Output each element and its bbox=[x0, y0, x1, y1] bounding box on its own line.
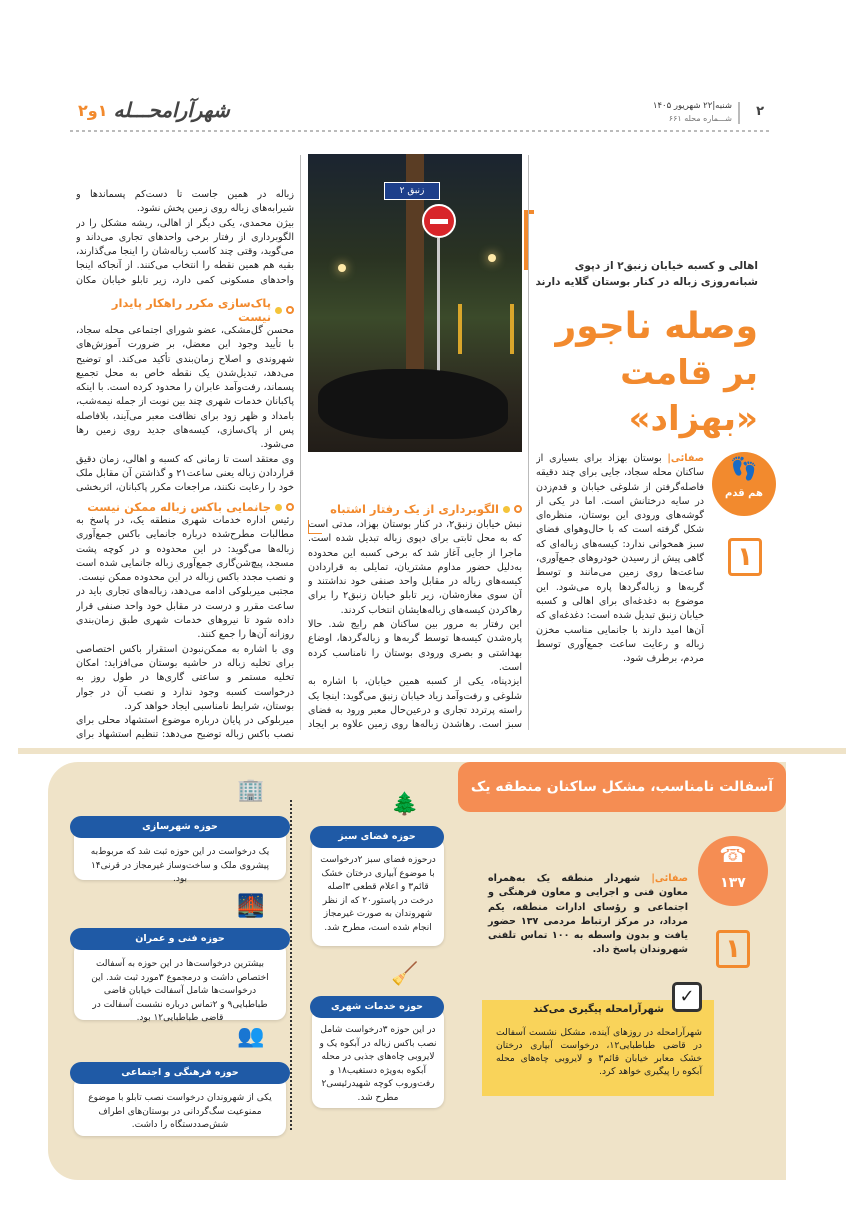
page-header bbox=[70, 98, 770, 134]
checkbox-icon: ✓ bbox=[672, 982, 702, 1012]
lead-author: صفائی| bbox=[667, 453, 704, 464]
yellow-bars bbox=[458, 304, 514, 354]
sign-pole bbox=[437, 238, 440, 378]
bottom-intro bbox=[488, 872, 688, 962]
card-tech-body: بیشترین درخواست‌ها در این حوزه به آسفالت اختصاص داشت و درمجموع ۳مورد ثبت شد. این درخواست‌ها شامل آسفالت خیابان قاضی طباطبایی۹ و ۲تماس درباره نشست آسفالت در قاضی طباطبایی۱۲ بود. bbox=[91, 959, 269, 1023]
footprints-icon: 👣 bbox=[730, 457, 758, 482]
column-divider-mid bbox=[300, 155, 301, 730]
trees-icon: 🌲 bbox=[391, 792, 419, 817]
bottom-badge-number: ۱ bbox=[725, 934, 741, 964]
phone-badge bbox=[698, 836, 768, 906]
headline-line2: بر قامت «بهزاد» bbox=[620, 353, 758, 439]
left-heading-2: جانمایی باکس زباله ممکن نیست bbox=[76, 500, 294, 514]
followup-title: شهرآرامحله پیگیری می‌کند bbox=[533, 1004, 664, 1015]
column-divider-right bbox=[528, 155, 529, 730]
headline-line1: وصله ناجور bbox=[555, 306, 758, 347]
street-lamp bbox=[488, 254, 496, 262]
mid-heading: الگوبرداری از یک رفتار اشتباه bbox=[308, 502, 522, 516]
header-divider bbox=[738, 102, 740, 124]
building-icon: 🏢 bbox=[237, 778, 265, 803]
mid-column bbox=[308, 502, 522, 728]
street-sign-text: زنبق ۲ bbox=[399, 186, 425, 196]
street-photo bbox=[308, 154, 522, 452]
banner-title: آسفالت نامناسب، مشکل ساکنان منطقه یک bbox=[470, 779, 774, 795]
lead-paragraph bbox=[536, 452, 704, 712]
pill-urban: حوزه شهرسازی bbox=[70, 816, 290, 838]
logo bbox=[78, 98, 230, 122]
bridge-icon: 🌉 bbox=[237, 894, 265, 919]
card-service-body: در این حوزه ۳درخواست شامل نصب باکس زباله در آبکوه یک و لایروبی چاه‌های جذبی در محله آبکوه به‌ویژه دستغیب۱۸ و رفت‌وروب کوچه شهیدرئیسی۲ مطرح شد. bbox=[319, 1025, 437, 1103]
lead-body: بوستان بهزاد برای بسیاری از ساکنان محله سجاد، جایی برای چند دقیقه فاصله‌گرفتن از شلوغی خیابان و قدم‌زدن در سایه درختانش است. اما در یکی از گوشه‌های ورودی این بوستان، منظره‌ای شکل گرفته است که با حال‌وهوای فضای سبز همخوانی ندارد: کیسه‌های زباله‌ای که گاهی پیش از رسیدن خودروهای جمع‌آوری، ساعت‌ها روی زمین می‌مانند و توسط گربه‌ها و زباله‌گردها پاره می‌شود. این موضوع به دغدغه‌ای برای اهالی و کسبه خیابان زنبق تبدیل شده است: دغدغه‌ای که آن‌ها امید دارند با جانمایی مناسب مخزن زباله و رعایت ساعت جمع‌آوری توسط مردم، برطرف شود. bbox=[536, 453, 704, 665]
header-rule bbox=[70, 130, 770, 132]
left-heading-1: پاک‌سازی مکرر راهکار پایدار نیست bbox=[76, 296, 294, 324]
intro-author: صفائی| bbox=[651, 873, 688, 884]
badge-label: هم قدم bbox=[725, 488, 763, 499]
mid-body: نبش خیابان زنبق۲، در کنار بوستان بهزاد، مدتی است که به محل ثابتی برای دپوی زباله تبدیل شده است. ماجرا از جایی آغاز شد که برخی کسبه این محدوده به‌دلیل حضور مداوم مشتریان، تمایلی به قراردادن کیسه‌های زباله در مقابل واحد صنفی خود نداشتند و آن سوی مغازه‌شان، زیر تابلو خیابان زنبق۲ را برای رهاکردن کیسه‌های زباله‌هایشان انتخاب کردند. این رفتار به مرور بین ساکنان هم رایج شد. حالا پاره‌شدن کیسه‌ها توسط گربه‌ها و زباله‌گردها، اوضاع بهداشتی و بصری ورودی بوستان را نامناسب کرده است. ایزدپناه، یکی از کسبه همین خیابان، با اشاره به شلوغی و رفت‌وآمد زیاد خیابان زنبق می‌گوید: اینجا یک راسته پرتردد تجاری و درعین‌حال معبر ورود به فضای سبز است. رهاشدن زباله‌ها روی زمین علاوه بر ایجاد bbox=[308, 519, 522, 730]
kicker: اهالی و کسبه خیابان زنبق۲ از دپوی شبانه‌روزی زباله در کنار بوستان گلایه دارند bbox=[535, 260, 758, 288]
arrow-icon bbox=[308, 520, 322, 534]
intro-body: شهردار منطقه یک به‌همراه معاون فنی و اجرایی و معاون فرهنگی و اجتماعی و رؤسای ادارات منطقه، یکم مرداد، در مرکز ارتباط مردمی ۱۳۷ حضور یافت و بدون واسطه به ۱۰۰ تماس تلفنی شهروندان پاسخ داد. bbox=[488, 873, 689, 956]
left-column bbox=[76, 188, 294, 741]
date-line: شنبه|۲۲ شهریور ۱۴۰۵ bbox=[652, 101, 732, 111]
street-sign bbox=[384, 182, 440, 200]
phone-number: ۱۳۷ bbox=[720, 875, 746, 891]
logo-text: شهرآرامحـــله bbox=[113, 98, 230, 122]
followup-body: شهرآرامحله در روزهای آینده، مشکل نشست آسفالت در قاضی طباطبایی۱۲، درخواست آبیاری درختان خشک معابر خیابان قائم۳ و لایروبی چاه‌های محله آبکوه را پیگیری خواهد کرد. bbox=[496, 1027, 703, 1077]
street-lamp bbox=[338, 264, 346, 272]
section-divider bbox=[18, 748, 846, 754]
cards-connector bbox=[290, 800, 292, 1130]
pill-service: حوزه خدمات شهری bbox=[310, 996, 444, 1018]
logo-number: ۱و۲ bbox=[78, 100, 108, 120]
left-paragraph-1: محسن گل‌مشکی، عضو شورای اجتماعی محله سجاد، با تأیید وجود این معضل، بر ضرورت آموزش‌های شهروندی و اصلاح زمان‌بندی تأکید می‌کند. او توضیح می‌دهد، تبدیل‌شدن یک نقطه خاص به محل تجمیع پسماند، رفت‌وآمد عابران را محدود کرده است. با اینکه پاکبانان خدمات شهری چند بین نوبت از جمله نیمه‌شب، بامداد و ظهر زود برای نظافت معبر می‌آیند، بلافاصله پس از پاک‌سازی، کیسه‌های جدید روی زمین رها می‌شود. وی معتقد است تا زمانی که کسبه و اهالی، زمان دقیق قراردادن زباله یعنی ساعت۲۱ و گذاشتن آن مقابل ملک خود را رعایت نکنند، مراجعات مکرر پاکبانان، اثربخشی bbox=[76, 325, 294, 494]
broom-icon: 🧹 bbox=[391, 962, 419, 987]
card-green bbox=[312, 838, 444, 946]
card-culture bbox=[74, 1076, 286, 1136]
card-green-body: درحوزه فضای سبز ۲درخواست با موضوع آبیاری درختان خشک قائم۳ و اعلام قطعی ۳اصله درخت در پاستور۲۰ که از نظر شهروندان به صورت غیرمجاز انجام شده است، مطرح شد. bbox=[320, 855, 436, 933]
pill-tech: حوزه فنی و عمران bbox=[70, 928, 290, 950]
card-service bbox=[312, 1008, 444, 1108]
pill-culture: حوزه فرهنگی و اجتماعی bbox=[70, 1062, 290, 1084]
badge-number: ۱ bbox=[737, 542, 753, 572]
card-urban-body: یک درخواست در این حوزه ثبت شد که مربوط‌به پیشروی ملک و ساخت‌وساز غیرمجاز در قرنی۱۴ بود. bbox=[90, 847, 270, 884]
hamqadam-badge bbox=[712, 452, 776, 516]
banner bbox=[458, 762, 786, 812]
badge-number-box bbox=[728, 538, 762, 576]
left-paragraph-2: رئیس اداره خدمات شهری منطقه یک، در پاسخ به مطالبات مطرح‌شده درباره جانمایی باکس جمع‌آوری زباله‌ها می‌گوید: در این محدوده و در کوچه پشت مسجد، پیچ‌شن‌گاری جمع‌آوری زباله جانمایی شده است و نصب مجدد باکس زباله در این محدوده ممکن نیست. مجتبی میربلوکی ادامه می‌دهد، زباله‌های تجاری باید در ساعت مقرر و درست در مقابل خود واحد صنفی قرار داده شود تا نیروهای خدمات شهری طبق زمان‌بندی روزانه آن‌ها را جمع کنند. وی با اشاره به ممکن‌نبودن استقرار باکس اختصاصی برای تخلیه زباله در حاشیه بوستان می‌افزاید: امکان تخلیه مستمر و ساعتی گاری‌ها در طول روز به درخواست کسبه وجود ندارد و نصب آن در جوار بوستان، شرایط نامناسبی ایجاد خواهد کرد. میربلوکی در پایان درباره موضوع استشهاد محلی برای نصب باکس زباله توضیح می‌دهد: تنظیم استشهاد برای bbox=[76, 515, 294, 741]
card-culture-body: یکی از شهروندان درخواست نصب تابلو با موضوع ممنوعیت سگ‌گردانی در بوستان‌های اطراف شش‌صددستگاه را داشت. bbox=[88, 1093, 272, 1130]
issue-line: شـــماره محله ۶۶۱ bbox=[668, 114, 732, 123]
bottom-number-box bbox=[716, 930, 750, 968]
card-tech bbox=[74, 942, 286, 1023]
left-intro: زباله در همین جاست تا دست‌کم پسماندها و شیرابه‌های زباله روی زمین پخش نشود. بیژن محمدی، یکی دیگر از اهالی، ریشه مشکل را در الگوبرداری از رفتار برخی واحدهای تجاری می‌داند و می‌گوید، وقتی چند کاسب زباله‌شان را اینجا می‌گذارند، بقیه هم همین نقطه را انتخاب می‌کنند. از آنجاکه اینجا واحدهای مسکونی کمی دارد، زیر تابلو خیابان مکان bbox=[76, 189, 294, 286]
phone-icon: ☎ bbox=[719, 843, 747, 868]
no-entry-sign bbox=[422, 204, 456, 238]
orange-bracket bbox=[524, 210, 534, 270]
garbage-bags bbox=[318, 369, 508, 439]
page-number: ۲ bbox=[756, 104, 764, 119]
community-icon: 👥 bbox=[237, 1024, 265, 1049]
followup-box bbox=[482, 986, 714, 1096]
pill-green: حوزه فضای سبز bbox=[310, 826, 444, 848]
